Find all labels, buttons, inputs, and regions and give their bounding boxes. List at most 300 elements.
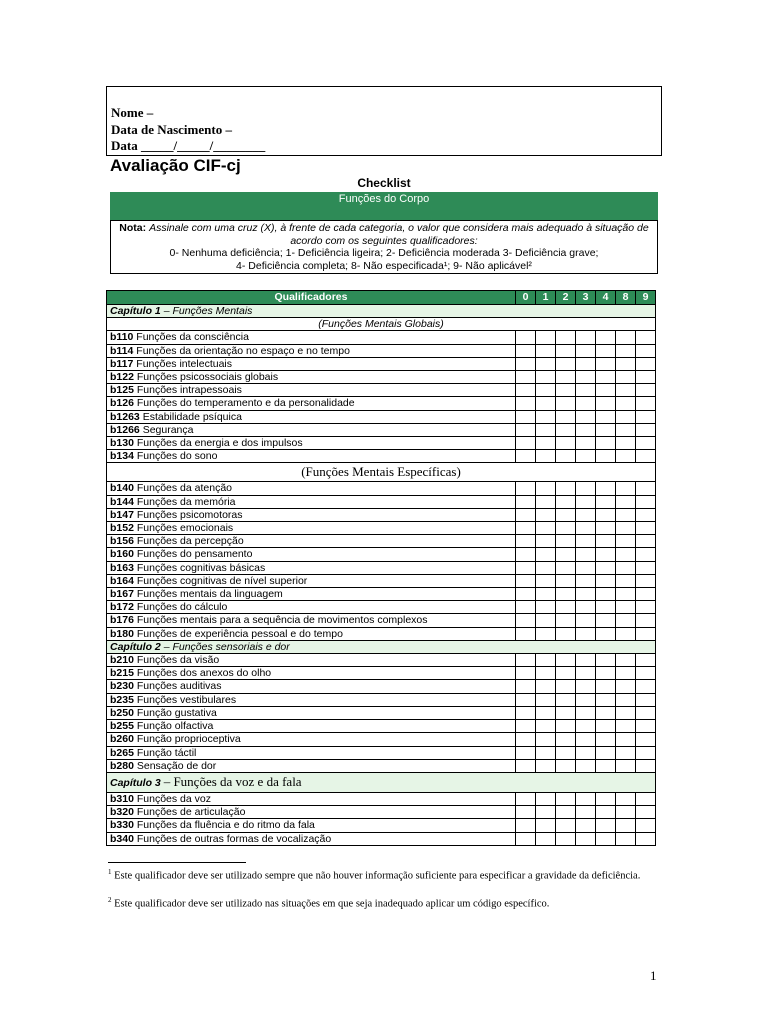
qualifier-checkbox-0[interactable]	[516, 733, 536, 746]
qualifier-checkbox-9[interactable]	[636, 437, 656, 450]
qualifier-checkbox-3[interactable]	[576, 495, 596, 508]
category-code: b117	[110, 357, 134, 370]
category-cell	[107, 450, 516, 463]
qualifier-checkbox-2[interactable]	[556, 706, 576, 719]
qualifier-checkbox-1[interactable]	[536, 733, 556, 746]
qualifier-checkbox-3[interactable]	[576, 482, 596, 495]
table-row	[107, 423, 656, 436]
qualifier-checkbox-0[interactable]	[516, 508, 536, 521]
qualifier-checkbox-3[interactable]	[576, 819, 596, 832]
qualifier-checkbox-4[interactable]	[596, 680, 616, 693]
qualifier-checkbox-2[interactable]	[556, 574, 576, 587]
qualifier-checkbox-4[interactable]	[596, 344, 616, 357]
qualifier-checkbox-3[interactable]	[576, 535, 596, 548]
qualifier-checkbox-9[interactable]	[636, 806, 656, 819]
qualifier-checkbox-9[interactable]	[636, 759, 656, 772]
qualifier-checkbox-0[interactable]	[516, 654, 536, 667]
qualifier-checkbox-2[interactable]	[556, 733, 576, 746]
category-name: Funções da memória	[136, 495, 236, 508]
footnote-2-text: Este qualificador deve ser utilizado nas situações em que seja inadequado aplicar um código específico.	[114, 898, 550, 910]
qualifier-checkbox-4[interactable]	[596, 450, 616, 463]
qualifier-checkbox-4[interactable]	[596, 819, 616, 832]
birthdate-field-label: Data de Nascimento –	[111, 122, 232, 137]
category-cell	[107, 357, 516, 370]
qualifier-checkbox-0[interactable]	[516, 792, 536, 805]
qualifier-checkbox-4[interactable]	[596, 601, 616, 614]
qualifier-checkbox-3[interactable]	[576, 759, 596, 772]
qualifier-checkbox-1[interactable]	[536, 614, 556, 627]
note-text: Assinale com uma cruz (X), à frente de cada categoria, o valor que considera mais adequado à situação de acordo com os seguintes qualificadores:	[149, 222, 649, 247]
qualifier-checkbox-8[interactable]	[616, 720, 636, 733]
qualifier-checkbox-8[interactable]	[616, 548, 636, 561]
qualifier-checkbox-1[interactable]	[536, 746, 556, 759]
qualifier-checkbox-1[interactable]	[536, 357, 556, 370]
qualifier-checkbox-0[interactable]	[516, 548, 536, 561]
qualifier-checkbox-2[interactable]	[556, 508, 576, 521]
qualifier-checkbox-4[interactable]	[596, 522, 616, 535]
qualifier-checkbox-9[interactable]	[636, 561, 656, 574]
qualifier-checkbox-1[interactable]	[536, 806, 556, 819]
category-code: b160	[110, 548, 134, 561]
qualifier-checkbox-4[interactable]	[596, 627, 616, 640]
qualifier-checkbox-2[interactable]	[556, 357, 576, 370]
qualifier-checkbox-4[interactable]	[596, 410, 616, 423]
qualifier-checkbox-8[interactable]	[616, 495, 636, 508]
qualifier-checkbox-2[interactable]	[556, 331, 576, 344]
category-code: b176	[110, 614, 134, 627]
qualifier-checkbox-4[interactable]	[596, 482, 616, 495]
qualifier-checkbox-4[interactable]	[596, 384, 616, 397]
qualifier-checkbox-4[interactable]	[596, 759, 616, 772]
qualifier-checkbox-2[interactable]	[556, 832, 576, 845]
qualifier-checkbox-9[interactable]	[636, 693, 656, 706]
qualifier-checkbox-3[interactable]	[576, 792, 596, 805]
qualifier-checkbox-1[interactable]	[536, 495, 556, 508]
qualifier-checkbox-4[interactable]	[596, 733, 616, 746]
category-name: Funções intrapessoais	[136, 384, 242, 397]
qualifier-checkbox-1[interactable]	[536, 508, 556, 521]
qualifier-checkbox-9[interactable]	[636, 482, 656, 495]
qualifier-checkbox-3[interactable]	[576, 397, 596, 410]
qualifier-checkbox-0[interactable]	[516, 746, 536, 759]
qualifier-checkbox-2[interactable]	[556, 720, 576, 733]
qualifier-checkbox-3[interactable]	[576, 746, 596, 759]
category-cell	[107, 508, 516, 521]
qualifier-checkbox-3[interactable]	[576, 654, 596, 667]
qualifier-checkbox-1[interactable]	[536, 344, 556, 357]
qualifier-checkbox-8[interactable]	[616, 627, 636, 640]
qualifier-checkbox-1[interactable]	[536, 819, 556, 832]
qualifier-checkbox-8[interactable]	[616, 522, 636, 535]
qualifier-checkbox-8[interactable]	[616, 344, 636, 357]
qualifier-checkbox-4[interactable]	[596, 667, 616, 680]
category-code: b235	[110, 693, 134, 706]
category-code: b265	[110, 746, 134, 759]
chapter-title: – Funções sensoriais e dor	[163, 640, 290, 653]
qualifier-checkbox-1[interactable]	[536, 548, 556, 561]
category-code: b320	[110, 806, 134, 819]
qualifier-checkbox-8[interactable]	[616, 397, 636, 410]
qualifier-checkbox-8[interactable]	[616, 746, 636, 759]
qualifier-checkbox-2[interactable]	[556, 601, 576, 614]
qualifier-checkbox-3[interactable]	[576, 601, 596, 614]
category-cell	[107, 792, 516, 805]
qualifier-checkbox-2[interactable]	[556, 746, 576, 759]
qualifier-checkbox-1[interactable]	[536, 482, 556, 495]
qualifier-checkbox-4[interactable]	[596, 574, 616, 587]
category-cell	[107, 344, 516, 357]
qualifier-checkbox-0[interactable]	[516, 832, 536, 845]
qualifier-checkbox-3[interactable]	[576, 384, 596, 397]
qualifier-checkbox-3[interactable]	[576, 371, 596, 384]
qualifier-checkbox-4[interactable]	[596, 720, 616, 733]
qualifier-checkbox-4[interactable]	[596, 614, 616, 627]
qualifier-checkbox-3[interactable]	[576, 548, 596, 561]
qualifier-checkbox-1[interactable]	[536, 561, 556, 574]
qualifier-checkbox-4[interactable]	[596, 495, 616, 508]
qualifier-checkbox-3[interactable]	[576, 806, 596, 819]
qualifier-checkbox-4[interactable]	[596, 357, 616, 370]
category-name: Segurança	[142, 423, 194, 436]
qualifier-checkbox-9[interactable]	[636, 832, 656, 845]
qualifier-checkbox-9[interactable]	[636, 819, 656, 832]
qualifier-checkbox-9[interactable]	[636, 706, 656, 719]
qualifier-checkbox-0[interactable]	[516, 437, 536, 450]
qualifier-checkbox-4[interactable]	[596, 693, 616, 706]
qualifier-checkbox-1[interactable]	[536, 627, 556, 640]
qualifier-checkbox-0[interactable]	[516, 495, 536, 508]
chapter-label	[110, 305, 161, 317]
qualifier-checkbox-9[interactable]	[636, 344, 656, 357]
qualifier-checkbox-1[interactable]	[536, 437, 556, 450]
qualifier-checkbox-2[interactable]	[556, 806, 576, 819]
qualifier-checkbox-2[interactable]	[556, 667, 576, 680]
table-row	[107, 720, 656, 733]
qualifier-checkbox-1[interactable]	[536, 588, 556, 601]
qualifier-checkbox-3[interactable]	[576, 331, 596, 344]
category-cell	[107, 667, 516, 680]
footnote-separator	[108, 862, 246, 863]
qualifier-checkbox-8[interactable]	[616, 667, 636, 680]
qualifier-checkbox-4[interactable]	[596, 832, 616, 845]
qualifier-checkbox-3[interactable]	[576, 344, 596, 357]
qualifier-checkbox-1[interactable]	[536, 410, 556, 423]
qualifier-checkbox-9[interactable]	[636, 331, 656, 344]
qualifier-checkbox-2[interactable]	[556, 792, 576, 805]
qualifier-checkbox-0[interactable]	[516, 819, 536, 832]
qualifier-checkbox-2[interactable]	[556, 482, 576, 495]
qualifier-checkbox-0[interactable]	[516, 614, 536, 627]
table-row	[107, 806, 656, 819]
qualifier-checkbox-9[interactable]	[636, 495, 656, 508]
qualifier-checkbox-4[interactable]	[596, 588, 616, 601]
qualifier-checkbox-3[interactable]	[576, 423, 596, 436]
qualifier-checkbox-1[interactable]	[536, 759, 556, 772]
page-number: 1	[650, 968, 657, 983]
qualifier-checkbox-3[interactable]	[576, 680, 596, 693]
qualifier-checkbox-9[interactable]	[636, 371, 656, 384]
table-row	[107, 654, 656, 667]
qualifier-checkbox-0[interactable]	[516, 357, 536, 370]
qualifier-checkbox-1[interactable]	[536, 384, 556, 397]
qualifier-checkbox-0[interactable]	[516, 450, 536, 463]
qualifier-checkbox-3[interactable]	[576, 450, 596, 463]
qualifier-checkbox-9[interactable]	[636, 680, 656, 693]
qualifier-checkbox-9[interactable]	[636, 733, 656, 746]
qualifier-checkbox-3[interactable]	[576, 706, 596, 719]
qualifier-checkbox-8[interactable]	[616, 331, 636, 344]
qualifier-checkbox-2[interactable]	[556, 495, 576, 508]
qualifier-checkbox-4[interactable]	[596, 746, 616, 759]
category-name: Função proprioceptiva	[136, 733, 241, 746]
qualifier-checkbox-8[interactable]	[616, 733, 636, 746]
qualifier-checkbox-0[interactable]	[516, 627, 536, 640]
qualifier-checkbox-0[interactable]	[516, 720, 536, 733]
qualifier-checkbox-1[interactable]	[536, 450, 556, 463]
chapter-label-italic: Capítulo 1	[110, 305, 161, 317]
qualifier-checkbox-3[interactable]	[576, 733, 596, 746]
qualifier-checkbox-0[interactable]	[516, 423, 536, 436]
qualifier-checkbox-8[interactable]	[616, 792, 636, 805]
qualifier-checkbox-2[interactable]	[556, 627, 576, 640]
qualifier-checkbox-2[interactable]	[556, 680, 576, 693]
qualifier-checkbox-0[interactable]	[516, 680, 536, 693]
category-name: Estabilidade psíquica	[142, 410, 242, 423]
table-row	[107, 535, 656, 548]
qualifier-checkbox-2[interactable]	[556, 450, 576, 463]
qualifier-checkbox-9[interactable]	[636, 450, 656, 463]
qualifier-checkbox-2[interactable]	[556, 535, 576, 548]
qualifier-checkbox-0[interactable]	[516, 574, 536, 587]
qualifier-checkbox-3[interactable]	[576, 720, 596, 733]
qualifier-checkbox-3[interactable]	[576, 693, 596, 706]
qualifier-checkbox-0[interactable]	[516, 693, 536, 706]
table-row	[107, 667, 656, 680]
qualifier-checkbox-3[interactable]	[576, 627, 596, 640]
qualifier-checkbox-3[interactable]	[576, 508, 596, 521]
qualifier-checkbox-0[interactable]	[516, 588, 536, 601]
category-code: b210	[110, 654, 134, 667]
qualifier-checkbox-0[interactable]	[516, 482, 536, 495]
qualifier-checkbox-4[interactable]	[596, 331, 616, 344]
table-row	[107, 733, 656, 746]
qualifier-checkbox-9[interactable]	[636, 357, 656, 370]
qualifier-checkbox-0[interactable]	[516, 706, 536, 719]
qualifier-checkbox-8[interactable]	[616, 601, 636, 614]
qualifier-checkbox-3[interactable]	[576, 667, 596, 680]
qualifier-checkbox-0[interactable]	[516, 759, 536, 772]
qualifier-checkbox-4[interactable]	[596, 397, 616, 410]
qualifier-header-4: 4	[596, 291, 616, 305]
qualifier-checkbox-8[interactable]	[616, 482, 636, 495]
qualifier-checkbox-9[interactable]	[636, 548, 656, 561]
qualifier-checkbox-0[interactable]	[516, 806, 536, 819]
qualifier-checkbox-2[interactable]	[556, 614, 576, 627]
qualifier-checkbox-0[interactable]	[516, 522, 536, 535]
qualifier-checkbox-9[interactable]	[636, 522, 656, 535]
qualifier-checkbox-9[interactable]	[636, 667, 656, 680]
qualifier-checkbox-8[interactable]	[616, 384, 636, 397]
qualifier-checkbox-3[interactable]	[576, 574, 596, 587]
qualifier-checkbox-9[interactable]	[636, 384, 656, 397]
qualifier-checkbox-9[interactable]	[636, 746, 656, 759]
qualifier-checkbox-9[interactable]	[636, 614, 656, 627]
qualifier-checkbox-3[interactable]	[576, 588, 596, 601]
qualifier-checkbox-9[interactable]	[636, 410, 656, 423]
qualifier-checkbox-0[interactable]	[516, 397, 536, 410]
qualifier-checkbox-4[interactable]	[596, 561, 616, 574]
qualifier-checkbox-2[interactable]	[556, 561, 576, 574]
subheading-row	[107, 463, 656, 482]
qualifier-checkbox-9[interactable]	[636, 574, 656, 587]
qualifier-checkbox-8[interactable]	[616, 574, 636, 587]
qualifier-checkbox-2[interactable]	[556, 693, 576, 706]
qualifier-checkbox-1[interactable]	[536, 574, 556, 587]
category-name: Funções mentais da linguagem	[136, 588, 283, 601]
qualifier-checkbox-8[interactable]	[616, 759, 636, 772]
qualifier-checkbox-8[interactable]	[616, 371, 636, 384]
qualifier-checkbox-2[interactable]	[556, 522, 576, 535]
qualifier-checkbox-3[interactable]	[576, 410, 596, 423]
qualifier-checkbox-0[interactable]	[516, 561, 536, 574]
qualifier-checkbox-8[interactable]	[616, 832, 636, 845]
qualifier-checkbox-1[interactable]	[536, 680, 556, 693]
qualifier-checkbox-9[interactable]	[636, 397, 656, 410]
chapter-label	[110, 641, 161, 653]
qualifier-checkbox-0[interactable]	[516, 601, 536, 614]
table-row	[107, 397, 656, 410]
category-cell	[107, 397, 516, 410]
qualifier-checkbox-2[interactable]	[556, 384, 576, 397]
chapter-heading	[107, 772, 656, 792]
qualifier-checkbox-8[interactable]	[616, 806, 636, 819]
qualifier-checkbox-3[interactable]	[576, 357, 596, 370]
qualifier-checkbox-4[interactable]	[596, 423, 616, 436]
qualifier-checkbox-8[interactable]	[616, 706, 636, 719]
category-name: Funções da percepção	[136, 535, 244, 548]
qualifier-checkbox-8[interactable]	[616, 450, 636, 463]
qualifier-checkbox-2[interactable]	[556, 437, 576, 450]
qualifier-checkbox-2[interactable]	[556, 819, 576, 832]
qualifier-checkbox-8[interactable]	[616, 437, 636, 450]
qualifier-checkbox-1[interactable]	[536, 535, 556, 548]
qualifier-checkbox-9[interactable]	[636, 508, 656, 521]
qualifier-checkbox-1[interactable]	[536, 832, 556, 845]
qualifier-checkbox-2[interactable]	[556, 588, 576, 601]
qualifier-checkbox-2[interactable]	[556, 410, 576, 423]
category-code: b164	[110, 574, 134, 587]
qualifier-checkbox-8[interactable]	[616, 423, 636, 436]
category-name: Funções do temperamento e da personalidade	[136, 397, 355, 410]
qualifier-checkbox-0[interactable]	[516, 667, 536, 680]
qualifier-checkbox-8[interactable]	[616, 535, 636, 548]
qualifier-checkbox-3[interactable]	[576, 832, 596, 845]
qualifier-checkbox-4[interactable]	[596, 508, 616, 521]
qualifier-checkbox-3[interactable]	[576, 614, 596, 627]
qualifier-checkbox-8[interactable]	[616, 357, 636, 370]
qualifier-checkbox-1[interactable]	[536, 331, 556, 344]
qualifier-checkbox-8[interactable]	[616, 561, 636, 574]
qualifier-checkbox-4[interactable]	[596, 654, 616, 667]
qualifier-checkbox-0[interactable]	[516, 331, 536, 344]
qualifier-checkbox-2[interactable]	[556, 654, 576, 667]
qualifier-checkbox-1[interactable]	[536, 371, 556, 384]
qualifier-checkbox-0[interactable]	[516, 410, 536, 423]
category-name: Funções psicomotoras	[136, 508, 243, 521]
qualifier-checkbox-8[interactable]	[616, 508, 636, 521]
qualifier-checkbox-8[interactable]	[616, 588, 636, 601]
qualifier-checkbox-4[interactable]	[596, 548, 616, 561]
qualifier-checkbox-2[interactable]	[556, 397, 576, 410]
qualifier-checkbox-8[interactable]	[616, 614, 636, 627]
qualifier-checkbox-9[interactable]	[636, 627, 656, 640]
qualifier-checkbox-0[interactable]	[516, 344, 536, 357]
qualifier-checkbox-2[interactable]	[556, 371, 576, 384]
qualifier-checkbox-1[interactable]	[536, 720, 556, 733]
qualifier-checkbox-2[interactable]	[556, 423, 576, 436]
qualifier-checkbox-8[interactable]	[616, 680, 636, 693]
category-cell	[107, 574, 516, 587]
note-scale-line1: 0- Nenhuma deficiência; 1- Deficiência ligeira; 2- Deficiência moderada 3- Deficiência grave;	[169, 247, 599, 259]
qualifier-checkbox-1[interactable]	[536, 792, 556, 805]
qualifier-checkbox-2[interactable]	[556, 548, 576, 561]
qualifier-checkbox-4[interactable]	[596, 371, 616, 384]
qualifier-checkbox-9[interactable]	[636, 588, 656, 601]
qualifier-checkbox-0[interactable]	[516, 535, 536, 548]
footnote-2-mark: 2	[108, 896, 112, 904]
qualifier-checkbox-9[interactable]	[636, 535, 656, 548]
qualifier-checkbox-1[interactable]	[536, 522, 556, 535]
qualifier-checkbox-1[interactable]	[536, 654, 556, 667]
category-cell	[107, 706, 516, 719]
qualifier-checkbox-4[interactable]	[596, 792, 616, 805]
qualifier-checkbox-3[interactable]	[576, 561, 596, 574]
qualifier-checkbox-3[interactable]	[576, 522, 596, 535]
qualifier-checkbox-8[interactable]	[616, 819, 636, 832]
qualifier-checkbox-8[interactable]	[616, 654, 636, 667]
qualifier-checkbox-1[interactable]	[536, 423, 556, 436]
qualifier-checkbox-9[interactable]	[636, 601, 656, 614]
subheading: (Funções Mentais Específicas)	[107, 463, 656, 482]
qualifier-checkbox-4[interactable]	[596, 706, 616, 719]
qualifier-checkbox-0[interactable]	[516, 384, 536, 397]
qualifier-checkbox-9[interactable]	[636, 654, 656, 667]
qualifier-checkbox-1[interactable]	[536, 667, 556, 680]
category-name: Funções do sono	[136, 450, 218, 463]
qualifier-checkbox-4[interactable]	[596, 806, 616, 819]
qualifier-checkbox-4[interactable]	[596, 535, 616, 548]
note-label: Nota:	[119, 222, 147, 234]
qualifier-checkbox-1[interactable]	[536, 693, 556, 706]
qualifier-checkbox-9[interactable]	[636, 792, 656, 805]
qualifier-checkbox-8[interactable]	[616, 410, 636, 423]
qualifier-checkbox-2[interactable]	[556, 759, 576, 772]
qualifier-checkbox-9[interactable]	[636, 423, 656, 436]
category-name: Funções de outras formas de vocalização	[136, 832, 332, 845]
qualifier-checkbox-9[interactable]	[636, 720, 656, 733]
table-row	[107, 706, 656, 719]
qualifier-checkbox-8[interactable]	[616, 693, 636, 706]
qualifier-checkbox-1[interactable]	[536, 601, 556, 614]
qualifier-checkbox-2[interactable]	[556, 344, 576, 357]
qualifier-checkbox-4[interactable]	[596, 437, 616, 450]
qualifier-checkbox-1[interactable]	[536, 397, 556, 410]
table-row	[107, 832, 656, 845]
qualifier-checkbox-0[interactable]	[516, 371, 536, 384]
chapter-row	[107, 305, 656, 318]
qualifier-checkbox-3[interactable]	[576, 437, 596, 450]
qualifier-checkbox-1[interactable]	[536, 706, 556, 719]
